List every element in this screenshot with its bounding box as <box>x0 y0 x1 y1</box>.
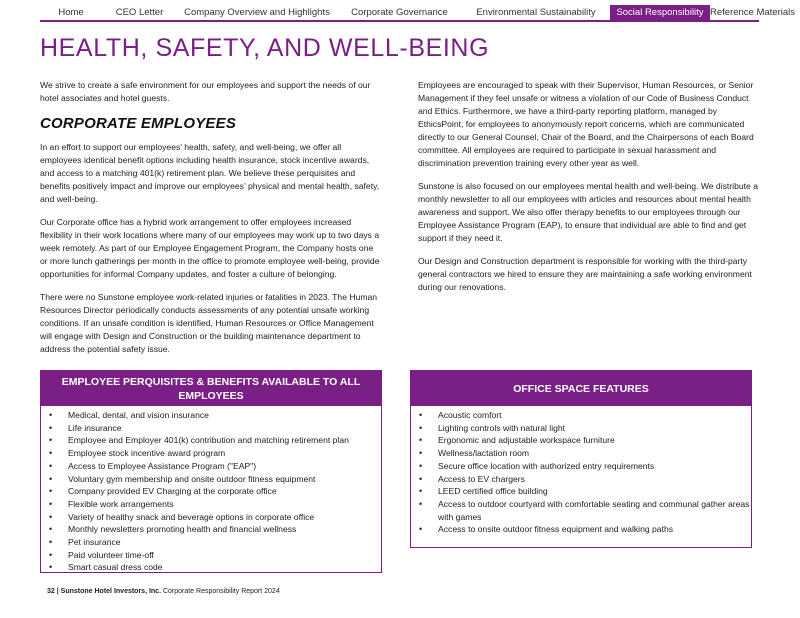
body-paragraph: Sunstone is also focused on our employees mental health and well-being. We distribute a monthly newsletter to all our employees with articles and resources about mental health awareness and support. We also offer therapy benefits to our employees through our Employee Assistance Program (EAP), to ensure that individual are able to find and get support if they need it. <box>418 181 758 243</box>
list-item-text: Pet insurance <box>68 537 121 548</box>
list-item <box>49 473 381 486</box>
body-paragraph: Our Design and Construction department is responsible for working with the third-party general contractors we hired to ensure they are maintaining a safe working environment during our renovations. <box>418 256 752 292</box>
office-features-box-frame <box>410 370 752 548</box>
bullet-icon: • <box>49 537 53 548</box>
bullet-icon: • <box>49 524 53 535</box>
list-item <box>419 422 751 435</box>
nav-item-social-responsibility[interactable]: Social Responsibility <box>610 5 710 20</box>
bullet-icon: • <box>419 498 423 509</box>
list-item-text: Lighting controls with natural light <box>438 422 566 433</box>
bullet-icon: • <box>49 511 53 522</box>
body-paragraph: There were no Sunstone employee work-related injuries or fatalities in 2023. The Human Resources Director periodically conducts assessments of any potential unsafe working conditions. If an unsafe condition is identified, Human Resources or Office Management will engage with Design and Construction or the building maintenance department to address the potential safety issue. <box>40 292 378 354</box>
bullet-icon: • <box>419 435 423 446</box>
list-item-text: Ergonomic and adjustable workspace furniture <box>438 435 615 446</box>
nav-item-reference-materials[interactable]: Reference Materials <box>710 7 796 18</box>
nav-item-corporate-governance[interactable]: Corporate Governance <box>351 7 448 18</box>
office-features-box <box>410 370 752 548</box>
list-item <box>49 460 381 473</box>
bullet-icon: • <box>49 549 53 560</box>
benefits-box-title: EMPLOYEE PERQUISITES & BENEFITS AVAILABLE TO ALL EMPLOYEES <box>41 371 381 406</box>
bullet-icon: • <box>49 410 53 420</box>
bullet-icon: • <box>419 524 423 535</box>
list-item <box>49 549 381 562</box>
benefits-list <box>41 406 381 574</box>
body-paragraph: Employees are encouraged to speak with their Supervisor, Human Resources, or Senior Management if they feel unsafe or witness a violation of our Code of Business Conduct and Ethics. Furthermore, we have a third-party reporting platform, managed by EthicsPoint, for employees to anonymously report concerns, which are communicated directly to our General Counsel, Chair of the Board, and the Chairpersons of each Board committee. All employees are required to participate in sexual harassment and discrimination prevention training every other year as well. <box>418 80 754 168</box>
right-text-column <box>418 79 760 304</box>
bullet-icon: • <box>49 473 53 484</box>
nav-item-ceo-letter[interactable]: CEO Letter <box>115 7 164 18</box>
list-item <box>49 561 381 574</box>
list-item-text: Access to outdoor courtyard with comfortable seating and communal gather areas with games <box>438 498 750 522</box>
list-item <box>419 523 751 536</box>
top-navigation <box>40 5 796 22</box>
list-item <box>49 536 381 549</box>
list-item-text: Wellness/lactation room <box>438 448 530 459</box>
list-item <box>419 447 751 460</box>
bullet-icon: • <box>49 448 53 459</box>
bullet-icon: • <box>49 498 53 509</box>
list-item-text: Variety of healthy snack and beverage options in corporate office <box>68 511 315 522</box>
bullet-icon: • <box>49 460 53 471</box>
list-item <box>49 485 381 498</box>
nav-item-environmental-sustainability[interactable]: Environmental Sustainability <box>476 7 596 18</box>
list-item <box>49 523 381 536</box>
list-item <box>49 434 381 447</box>
footer-company: Sunstone Hotel Investors, Inc. <box>60 588 162 595</box>
list-item <box>419 485 751 498</box>
body-paragraph: In an effort to support our employees’ health, safety, and well-being, we offer all employees identical benefit options including health insurance, stock incentive awards, and access to a matching 401(k) retirement plan. We believe these perquisites and benefits positively impact and improve our employees’ physical and mental health, safety, and well-being. <box>40 142 380 204</box>
list-item <box>419 409 751 422</box>
list-item-text: Company provided EV Charging at the corporate office <box>68 486 277 497</box>
list-item <box>419 434 751 447</box>
list-item-text: Access to Employee Assistance Program ("EAP") <box>68 460 257 471</box>
nav-item-company-overview[interactable]: Company Overview and Highlights <box>184 7 330 18</box>
nav-item-home[interactable]: Home <box>58 7 84 18</box>
list-item <box>419 473 751 486</box>
list-item-text: Acoustic comfort <box>438 410 502 420</box>
list-item-text: Secure office location with authorized entry requirements <box>438 460 655 471</box>
bullet-icon: • <box>419 473 423 484</box>
list-item-text: Access to onsite outdoor fitness equipment and walking paths <box>438 524 674 535</box>
list-item-text: Employee stock incentive award program <box>68 448 226 459</box>
bullet-icon: • <box>49 562 53 573</box>
list-item-text: Smart casual dress code <box>68 562 163 573</box>
list-item <box>419 498 751 523</box>
list-item-text: Paid volunteer time-off <box>68 549 154 560</box>
bullet-icon: • <box>419 460 423 471</box>
bullet-icon: • <box>49 486 53 497</box>
list-item <box>49 498 381 511</box>
list-item <box>49 511 381 524</box>
page-footer <box>47 587 280 597</box>
list-item-text: Monthly newsletters promoting health and financial wellness <box>68 524 297 535</box>
left-text-column <box>40 79 382 366</box>
footer-report-title: Corporate Responsibility Report 2024 <box>162 588 280 595</box>
page-number: 32 <box>47 588 55 595</box>
body-paragraph: Our Corporate office has a hybrid work arrangement to offer employees increased flexibility in their work locations where many of our employees may work up to two days a week remotely. As part of our Employee Engagement Program, the Company hosts one or more lunch gatherings per month in the office to promote employee well-being, provide opportunities for informal Company updates, and foster a culture of belonging. <box>40 217 380 279</box>
list-item-text: Life insurance <box>68 422 122 433</box>
list-item <box>49 409 381 422</box>
list-item-text: Access to EV chargers <box>438 473 525 484</box>
page-title: HEALTH, SAFETY, AND WELL-BEING <box>40 34 490 62</box>
office-features-list <box>411 406 751 536</box>
bullet-icon: • <box>49 422 53 433</box>
bullet-icon: • <box>419 448 423 459</box>
bullet-icon: • <box>419 422 423 433</box>
footer-separator: | <box>56 588 59 595</box>
intro-paragraph: We strive to create a safe environment for our employees and support the needs of our hotel associates and hotel guests. <box>40 80 371 103</box>
section-heading-corporate-employees: CORPORATE EMPLOYEES <box>40 115 237 132</box>
bullet-icon: • <box>49 435 53 446</box>
list-item-text: LEED certified office building <box>438 486 548 497</box>
list-item <box>49 422 381 435</box>
list-item-text: Voluntary gym membership and onsite outdoor fitness equipment <box>68 473 316 484</box>
list-item <box>419 460 751 473</box>
list-item-text: Flexible work arrangements <box>68 498 174 509</box>
list-item-text: Employee and Employer 401(k) contribution and matching retirement plan <box>68 435 349 446</box>
office-features-box-title: OFFICE SPACE FEATURES <box>411 371 751 406</box>
benefits-box-frame <box>40 370 382 573</box>
bullet-icon: • <box>419 486 423 497</box>
list-item <box>49 447 381 460</box>
list-item-text: Medical, dental, and vision insurance <box>68 410 209 420</box>
benefits-box <box>40 370 382 573</box>
bullet-icon: • <box>419 410 423 420</box>
